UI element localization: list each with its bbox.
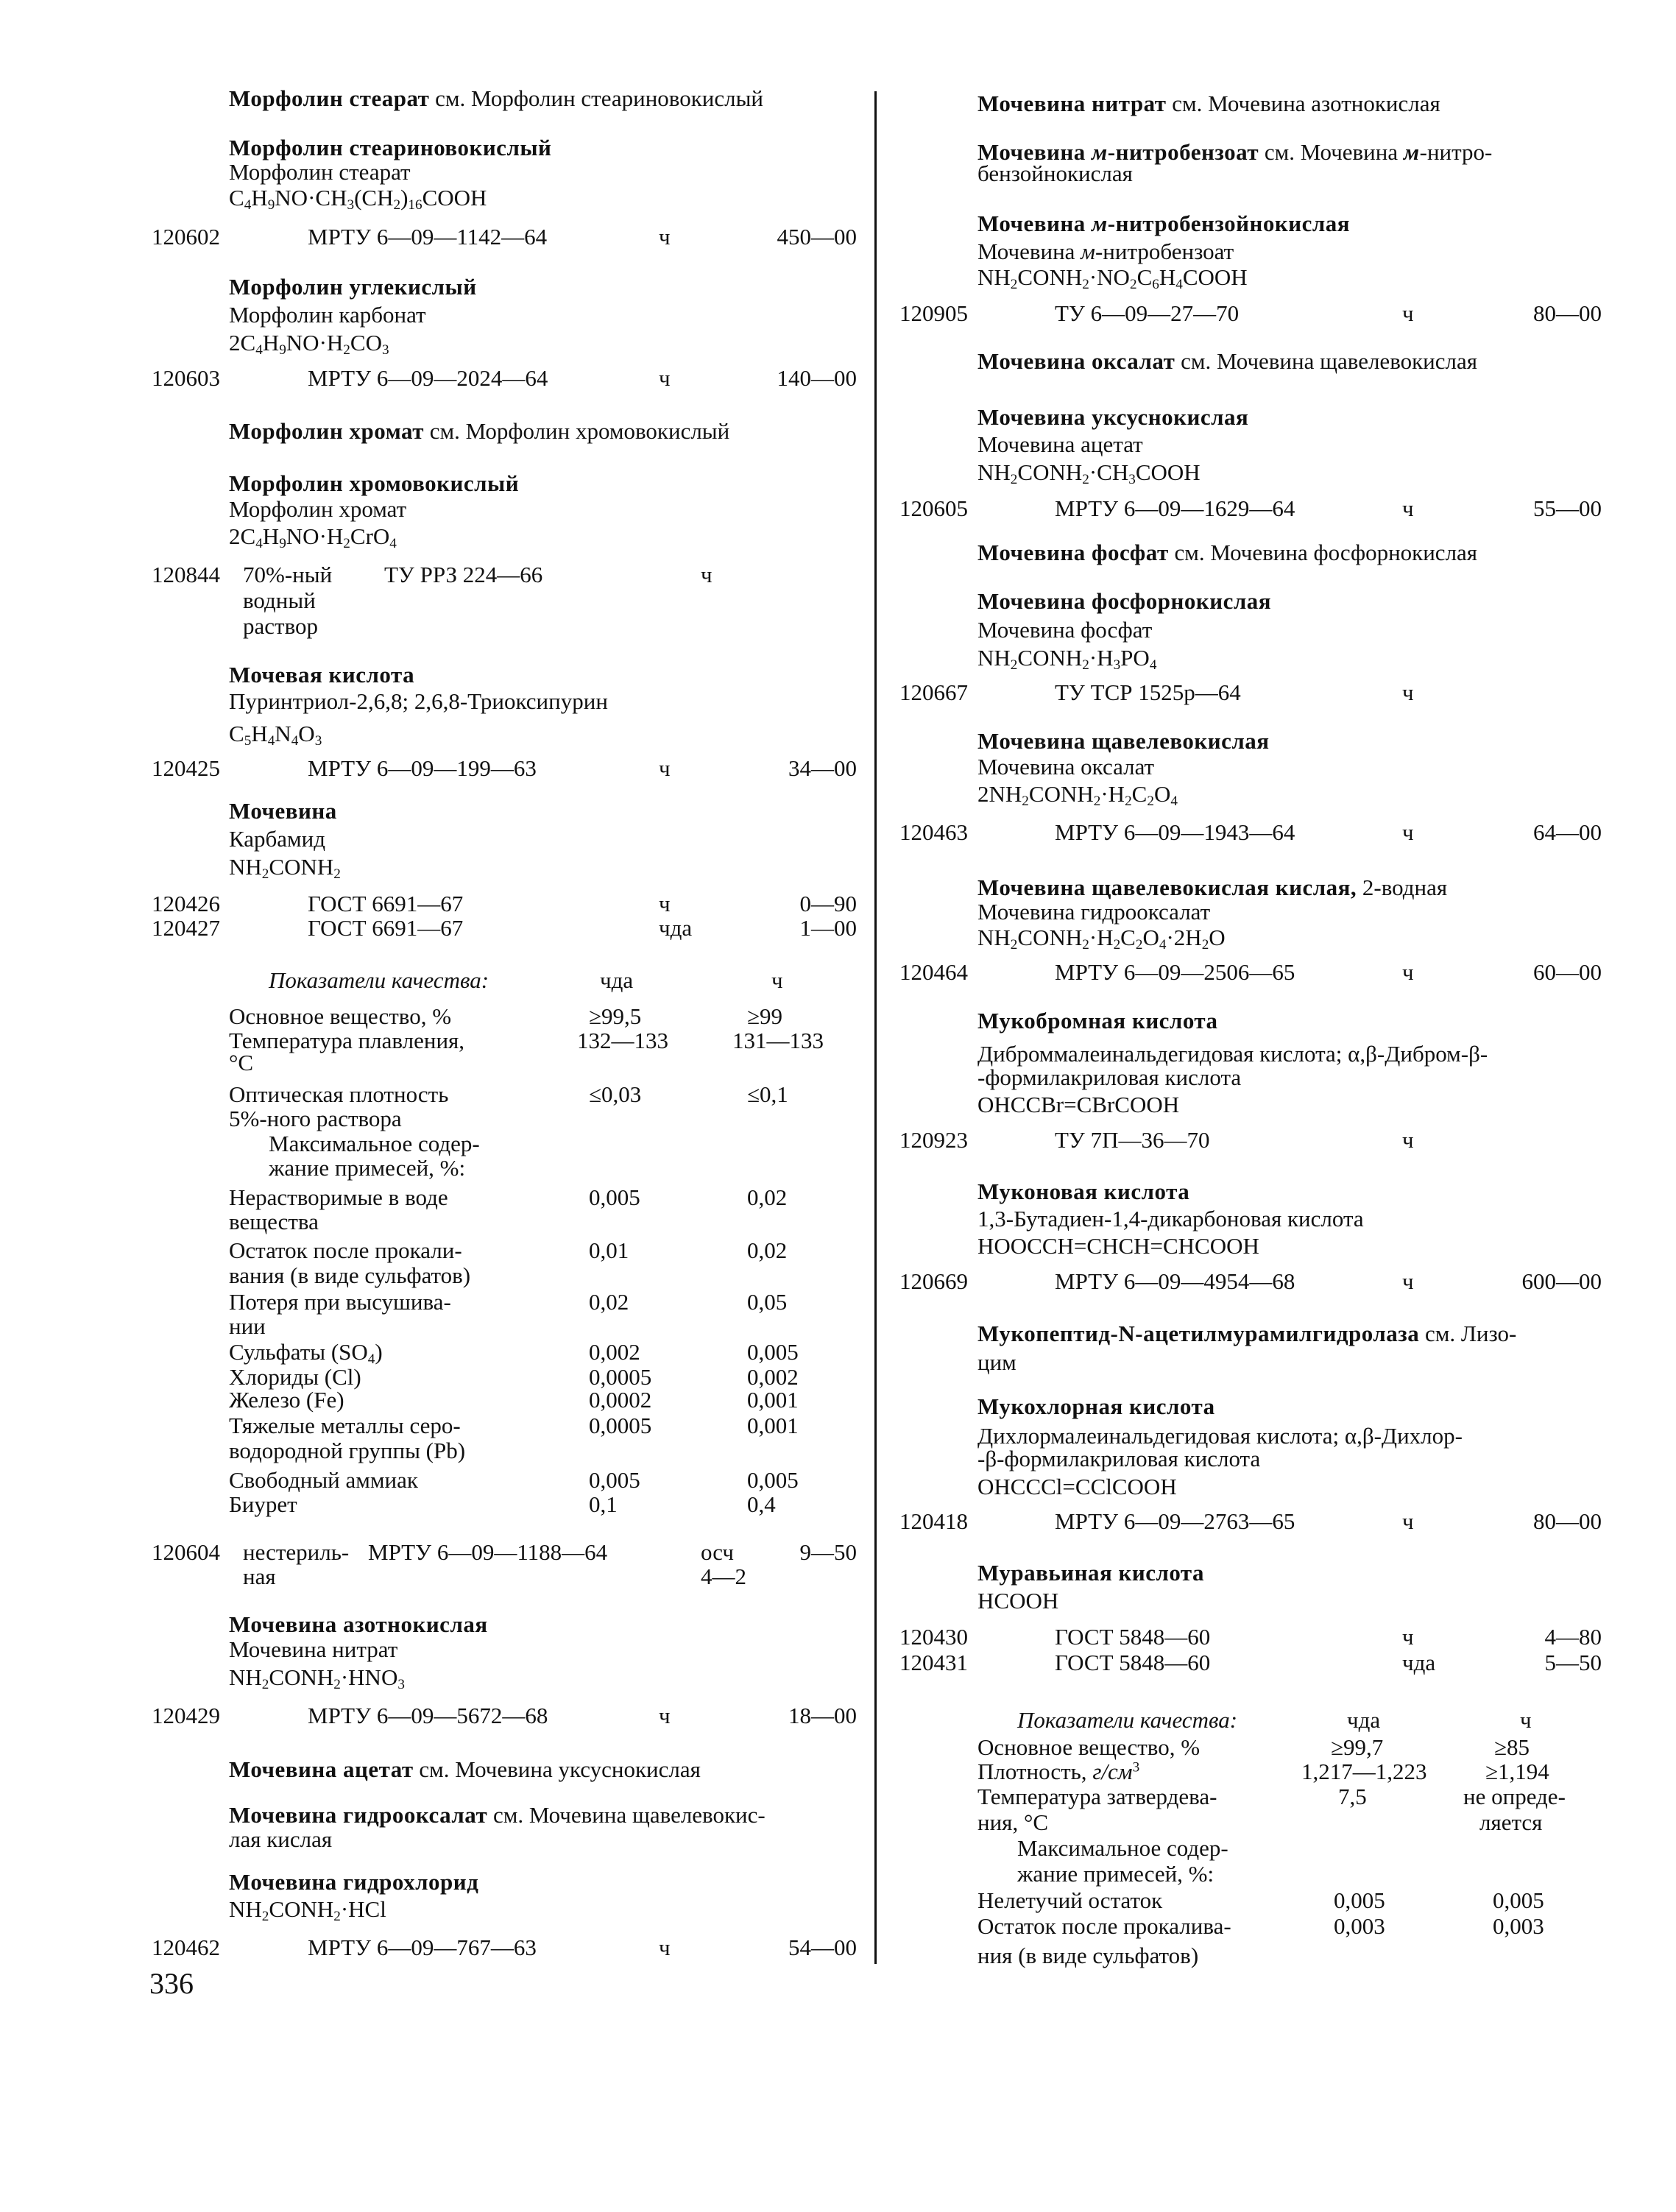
quality-value: 132—133 xyxy=(577,1028,668,1053)
quality-value: 0,001 xyxy=(747,1387,799,1413)
price: 0—90 xyxy=(799,891,857,916)
entry-title-suffix: 2-водная xyxy=(1362,874,1448,900)
quality-label: Свободный аммиак xyxy=(229,1467,418,1493)
quality-value: 131—133 xyxy=(732,1028,824,1053)
quality-label: вещества xyxy=(229,1209,319,1234)
product-form: ная xyxy=(243,1563,276,1589)
entry-title: Мочевина азотнокислая xyxy=(229,1611,488,1637)
entry-formula: $NH_2CONH_2\cdot CH_3COOH$ xyxy=(977,459,1201,487)
grade: ч xyxy=(1402,959,1414,985)
standard: МРТУ 6—09—4954—68 xyxy=(1055,1268,1295,1294)
price: 9—50 xyxy=(799,1539,857,1565)
standard: МРТУ 6—09—199—63 xyxy=(308,755,537,781)
quality-value: 0,003 xyxy=(1493,1913,1544,1939)
entry-title: Мочевина м-нитробензойнокислая xyxy=(977,211,1351,236)
quality-value: 0,4 xyxy=(747,1491,776,1517)
entry-synonym: 1,3-Бутадиен-1,4-дикарбоновая кислота xyxy=(977,1206,1364,1232)
entry-reference: см. Мочевина м-нитро- xyxy=(1264,139,1493,165)
quality-value: ≤0,03 xyxy=(589,1081,642,1107)
quality-label: 5%-ного раствора xyxy=(229,1106,402,1131)
quality-label: Температура плавления, xyxy=(229,1028,465,1053)
entry-formula: $NH_2CONH_2\cdot NO_2C_6H_4COOH$ xyxy=(977,264,1248,292)
entry-reference: см. Мочевина уксуснокислая xyxy=(419,1756,701,1782)
price: 60—00 xyxy=(1533,959,1602,985)
quality-col-header: ч xyxy=(1520,1707,1532,1733)
entry-reference: бензойнокислая xyxy=(977,160,1133,186)
quality-value: 0,005 xyxy=(747,1339,799,1365)
quality-value: 7,5 xyxy=(1338,1784,1367,1809)
quality-value: 0,0005 xyxy=(589,1413,652,1438)
quality-value: 0,05 xyxy=(747,1289,788,1315)
quality-value: не опреде- xyxy=(1463,1784,1566,1809)
grade: 4—2 xyxy=(701,1563,746,1589)
entry-title: Морфолин хромат xyxy=(229,418,424,444)
quality-value: 0,002 xyxy=(747,1364,799,1390)
standard: ГОСТ 6691—67 xyxy=(308,891,464,916)
price: 55—00 xyxy=(1533,495,1602,521)
catalog-code: 120427 xyxy=(152,915,220,941)
catalog-code: 120462 xyxy=(152,1934,220,1960)
grade: ч xyxy=(1402,1508,1414,1534)
standard: МРТУ 6—09—5672—68 xyxy=(308,1703,548,1728)
quality-value: ≥85 xyxy=(1494,1734,1530,1760)
catalog-code: 120429 xyxy=(152,1703,220,1728)
grade: чда xyxy=(659,915,693,941)
entry-title-line xyxy=(977,876,1447,899)
entry-title: Мукохлорная кислота xyxy=(977,1393,1215,1419)
price: 18—00 xyxy=(788,1703,857,1728)
quality-value: 0,01 xyxy=(589,1237,629,1263)
grade: осч xyxy=(701,1539,735,1565)
entry-title: Мочевая кислота xyxy=(229,662,415,688)
entry-cross-reference xyxy=(229,1758,701,1781)
entry-cross-reference xyxy=(229,1803,765,1826)
standard: МРТУ 6—09—1142—64 xyxy=(308,224,548,250)
quality-value: 0,001 xyxy=(747,1413,799,1438)
standard: МРТУ 6—09—1188—64 xyxy=(368,1539,608,1565)
entry-synonym: Мочевина оксалат xyxy=(977,754,1155,780)
catalog-code: 120844 xyxy=(152,562,220,587)
catalog-code: 120431 xyxy=(899,1650,968,1675)
grade: ч xyxy=(659,365,671,391)
grade: ч xyxy=(1402,300,1414,326)
standard: ГОСТ 6691—67 xyxy=(308,915,464,941)
entry-synonym: Морфолин хромат xyxy=(229,496,407,522)
entry-reference: лая кислая xyxy=(229,1826,333,1852)
entry-synonym: Диброммалеинальдегидовая кислота; α,β-Дибром-β- xyxy=(977,1041,1488,1067)
entry-title: Мочевина м-нитробензоат xyxy=(977,139,1259,165)
entry-title: Морфолин стеариновокислый xyxy=(229,135,552,160)
catalog-code: 120464 xyxy=(899,959,968,985)
page-number: 336 xyxy=(149,1967,194,2000)
quality-value: 0,005 xyxy=(589,1184,640,1210)
catalog-code: 120463 xyxy=(899,819,968,845)
entry-synonym: Пуринтриол-2,6,8; 2,6,8-Триоксипурин xyxy=(229,688,608,714)
quality-value: 1,217—1,223 xyxy=(1301,1759,1427,1784)
standard: МРТУ 6—09—2506—65 xyxy=(1055,959,1295,985)
quality-label: °C xyxy=(229,1050,254,1075)
entry-formula: OHCCBr=CBrCOOH xyxy=(977,1092,1180,1117)
entry-title: Мочевина фосфорнокислая xyxy=(977,588,1271,614)
quality-value: ≥99,5 xyxy=(589,1003,642,1029)
grade: ч xyxy=(659,755,671,781)
entry-reference: см. Мочевина щавелевокис- xyxy=(492,1802,765,1828)
price: 1—00 xyxy=(799,915,857,941)
quality-value: 0,002 xyxy=(589,1339,640,1365)
entry-synonym: -формилакриловая кислота xyxy=(977,1064,1242,1090)
entry-formula: $2NH_2CONH_2\cdot H_2C_2O_4$ xyxy=(977,781,1178,809)
quality-label: ния, °C xyxy=(977,1809,1049,1835)
entry-title: Муравьиная кислота xyxy=(977,1560,1205,1586)
entry-synonym: Мочевина ацетат xyxy=(977,431,1143,457)
catalog-code: 120605 xyxy=(899,495,968,521)
standard: ГОСТ 5848—60 xyxy=(1055,1650,1211,1675)
price: 80—00 xyxy=(1533,1508,1602,1534)
quality-label: Плотность, $г/см^3$ xyxy=(977,1759,1140,1784)
catalog-code: 120923 xyxy=(899,1127,968,1153)
product-form: водный xyxy=(243,587,316,613)
quality-value: ляется xyxy=(1479,1809,1543,1835)
catalog-code: 120905 xyxy=(899,300,968,326)
entry-synonym: Дихлормалеинальдегидовая кислота; α,β-Дихлор- xyxy=(977,1423,1463,1449)
catalog-code: 120667 xyxy=(899,679,968,705)
quality-value: 0,005 xyxy=(1334,1887,1385,1913)
grade: ч xyxy=(1402,495,1414,521)
grade: ч xyxy=(659,891,671,916)
grade: ч xyxy=(701,562,713,587)
entry-formula: HCOOH xyxy=(977,1588,1059,1614)
grade: ч xyxy=(1402,1127,1414,1153)
standard: ТУ 6—09—27—70 xyxy=(1055,300,1240,326)
quality-col-header: ч xyxy=(771,967,783,993)
catalog-code: 120430 xyxy=(899,1624,968,1650)
entry-cross-reference xyxy=(977,92,1440,115)
quality-label: водородной группы (Pb) xyxy=(229,1438,466,1463)
entry-reference: см. Мочевина азотнокислая xyxy=(1172,91,1440,116)
quality-label: Тяжелые металлы серо- xyxy=(229,1413,461,1438)
entry-title: Мочевина оксалат xyxy=(977,348,1175,374)
quality-label: Остаток после прокали- xyxy=(229,1237,462,1263)
entry-cross-reference xyxy=(229,87,763,110)
entry-cross-reference xyxy=(977,541,1477,564)
standard: ТУ ТСР 1525р—64 xyxy=(1055,679,1241,705)
quality-label: Основное вещество, % xyxy=(977,1734,1201,1760)
quality-value: 0,005 xyxy=(589,1467,640,1493)
standard: МРТУ 6—09—1943—64 xyxy=(1055,819,1295,845)
quality-label: Основное вещество, % xyxy=(229,1003,452,1029)
entry-synonym: Мочевина нитрат xyxy=(229,1636,398,1662)
entry-reference: см. Морфолин хромовокислый xyxy=(429,418,730,444)
entry-title: Мочевина гидрохлорид xyxy=(229,1869,479,1895)
standard: ТУ РРЗ 224—66 xyxy=(384,562,543,587)
grade: чда xyxy=(1402,1650,1436,1675)
quality-value: ≥1,194 xyxy=(1485,1759,1549,1784)
quality-value: 0,0005 xyxy=(589,1364,652,1390)
entry-formula: $NH_2CONH_2\cdot H_3PO_4$ xyxy=(977,645,1157,673)
entry-formula: $C_4H_9NO\cdot CH_3(CH_2)_{16}COOH$ xyxy=(229,185,487,213)
quality-value: 0,1 xyxy=(589,1491,618,1517)
impurities-header: Максимальное содер- xyxy=(269,1131,480,1156)
entry-reference: цим xyxy=(977,1349,1016,1375)
quality-label: Остаток после прокалива- xyxy=(977,1913,1231,1939)
quality-value: 0,0002 xyxy=(589,1387,652,1413)
column-divider xyxy=(874,91,877,1964)
quality-header: Показатели качества: xyxy=(269,967,489,993)
grade: ч xyxy=(659,224,671,250)
catalog-code: 120603 xyxy=(152,365,220,391)
entry-cross-reference xyxy=(977,1322,1516,1345)
grade: ч xyxy=(659,1703,671,1728)
entry-synonym: Морфолин карбонат xyxy=(229,302,426,328)
grade: ч xyxy=(1402,1268,1414,1294)
price: 34—00 xyxy=(788,755,857,781)
quality-value: 0,005 xyxy=(747,1467,799,1493)
catalog-code: 120669 xyxy=(899,1268,968,1294)
price: 4—80 xyxy=(1544,1624,1602,1650)
price: 450—00 xyxy=(777,224,857,250)
standard: МРТУ 6—09—1629—64 xyxy=(1055,495,1295,521)
impurities-header: жание примесей, %: xyxy=(1017,1861,1214,1887)
entry-synonym: -β-формилакриловая кислота xyxy=(977,1446,1261,1471)
grade: ч xyxy=(1402,1624,1414,1650)
entry-formula: $2C_4H_9NO\cdot H_2CrO_4$ xyxy=(229,523,397,551)
catalog-code: 120426 xyxy=(152,891,220,916)
entry-title: Мочевина фосфат xyxy=(977,540,1169,565)
price: 54—00 xyxy=(788,1934,857,1960)
entry-title: Мукопептид-N-ацетилмурамилгидролаза xyxy=(977,1321,1420,1346)
quality-label: Потеря при высушива- xyxy=(229,1289,451,1315)
entry-title: Мочевина щавелевокислая xyxy=(977,728,1270,754)
quality-value: 0,003 xyxy=(1334,1913,1385,1939)
product-form: нестериль- xyxy=(243,1539,350,1565)
entry-formula: $2C_4H_9NO\cdot H_2CO_3$ xyxy=(229,330,389,358)
quality-label: Хлориды (Cl) xyxy=(229,1364,361,1390)
price: 5—50 xyxy=(1544,1650,1602,1675)
quality-label: ния (в виде сульфатов) xyxy=(977,1943,1199,1968)
quality-label: вания (в виде сульфатов) xyxy=(229,1262,471,1288)
entry-formula: $NH_2CONH_2\cdot H_2C_2O_4\cdot 2H_2O$ xyxy=(977,925,1226,953)
impurities-header: жание примесей, %: xyxy=(269,1155,466,1181)
entry-cross-reference xyxy=(977,350,1477,372)
standard: МРТУ 6—09—767—63 xyxy=(308,1934,537,1960)
quality-value: 0,02 xyxy=(589,1289,629,1315)
quality-value: 0,02 xyxy=(747,1237,788,1263)
quality-value: 0,005 xyxy=(1493,1887,1544,1913)
entry-reference: см. Лизо- xyxy=(1424,1321,1517,1346)
catalog-code: 120418 xyxy=(899,1508,968,1534)
entry-title: Мочевина xyxy=(229,798,337,824)
standard: МРТУ 6—09—2763—65 xyxy=(1055,1508,1295,1534)
grade: ч xyxy=(659,1934,671,1960)
impurities-header: Максимальное содер- xyxy=(1017,1835,1228,1861)
entry-formula: HOOCCH=CHCH=CHCOOH xyxy=(977,1233,1259,1259)
quality-label: Нерастворимые в воде xyxy=(229,1184,448,1210)
price: 64—00 xyxy=(1533,819,1602,845)
standard: ГОСТ 5848—60 xyxy=(1055,1624,1211,1650)
quality-label: Оптическая плотность xyxy=(229,1081,449,1107)
quality-header: Показатели качества: xyxy=(1017,1707,1238,1733)
quality-label: Нелетучий остаток xyxy=(977,1887,1163,1913)
quality-value: ≥99 xyxy=(747,1003,783,1029)
entry-synonym: Мочевина м-нитробензоат xyxy=(977,238,1234,264)
entry-formula: OHCCCl=CClCOOH xyxy=(977,1474,1177,1499)
entry-reference: см. Мочевина фосфорнокислая xyxy=(1174,540,1478,565)
catalog-code: 120604 xyxy=(152,1539,220,1565)
quality-label: нии xyxy=(229,1313,266,1339)
price: 80—00 xyxy=(1533,300,1602,326)
entry-title: Мочевина щавелевокислая кислая, xyxy=(977,874,1357,900)
entry-synonym: Мочевина фосфат xyxy=(977,617,1153,643)
entry-title: Мукобромная кислота xyxy=(977,1008,1218,1033)
entry-synonym: Мочевина гидрооксалат xyxy=(977,899,1211,925)
grade: ч xyxy=(1402,819,1414,845)
quality-label: Железо (Fe) xyxy=(229,1387,344,1413)
quality-col-header: чда xyxy=(1347,1707,1381,1733)
entry-cross-reference xyxy=(229,420,729,442)
entry-title: Мочевина гидрооксалат xyxy=(229,1802,488,1828)
quality-label: Сульфаты $(SO_4)$ xyxy=(229,1339,383,1367)
quality-label: Биурет xyxy=(229,1491,297,1517)
quality-value: 0,02 xyxy=(747,1184,788,1210)
product-form: 70%-ный xyxy=(243,562,333,587)
entry-reference: см. Морфолин стеариновокислый xyxy=(435,85,764,111)
entry-title: Мочевина нитрат xyxy=(977,91,1167,116)
standard: ТУ 7П—36—70 xyxy=(1055,1127,1210,1153)
quality-value: ≥99,7 xyxy=(1331,1734,1384,1760)
grade: ч xyxy=(1402,679,1414,705)
entry-title: Морфолин углекислый xyxy=(229,274,477,300)
entry-formula: $NH_2CONH_2$ xyxy=(229,854,341,882)
quality-value: ≤0,1 xyxy=(747,1081,788,1107)
catalog-code: 120425 xyxy=(152,755,220,781)
quality-col-header: чда xyxy=(600,967,634,993)
entry-synonym: Морфолин стеарат xyxy=(229,159,411,185)
entry-reference: см. Мочевина щавелевокислая xyxy=(1181,348,1478,374)
entry-formula: $NH_2CONH_2\cdot HCl$ xyxy=(229,1896,386,1924)
entry-title: Муконовая кислота xyxy=(977,1179,1190,1204)
entry-formula: $C_5H_4N_4O_3$ xyxy=(229,721,322,749)
price: 600—00 xyxy=(1521,1268,1602,1294)
catalog-code: 120602 xyxy=(152,224,220,250)
entry-formula: $NH_2CONH_2\cdot HNO_3$ xyxy=(229,1664,405,1692)
entry-title: Мочевина уксуснокислая xyxy=(977,404,1249,430)
product-form: раствор xyxy=(243,613,318,639)
price: 140—00 xyxy=(777,365,857,391)
entry-title: Морфолин стеарат xyxy=(229,85,430,111)
entry-title: Морфолин хромовокислый xyxy=(229,470,520,496)
entry-synonym: Карбамид xyxy=(229,826,326,852)
standard: МРТУ 6—09—2024—64 xyxy=(308,365,548,391)
entry-title: Мочевина ацетат xyxy=(229,1756,414,1782)
quality-label: Температура затвердева- xyxy=(977,1784,1217,1809)
